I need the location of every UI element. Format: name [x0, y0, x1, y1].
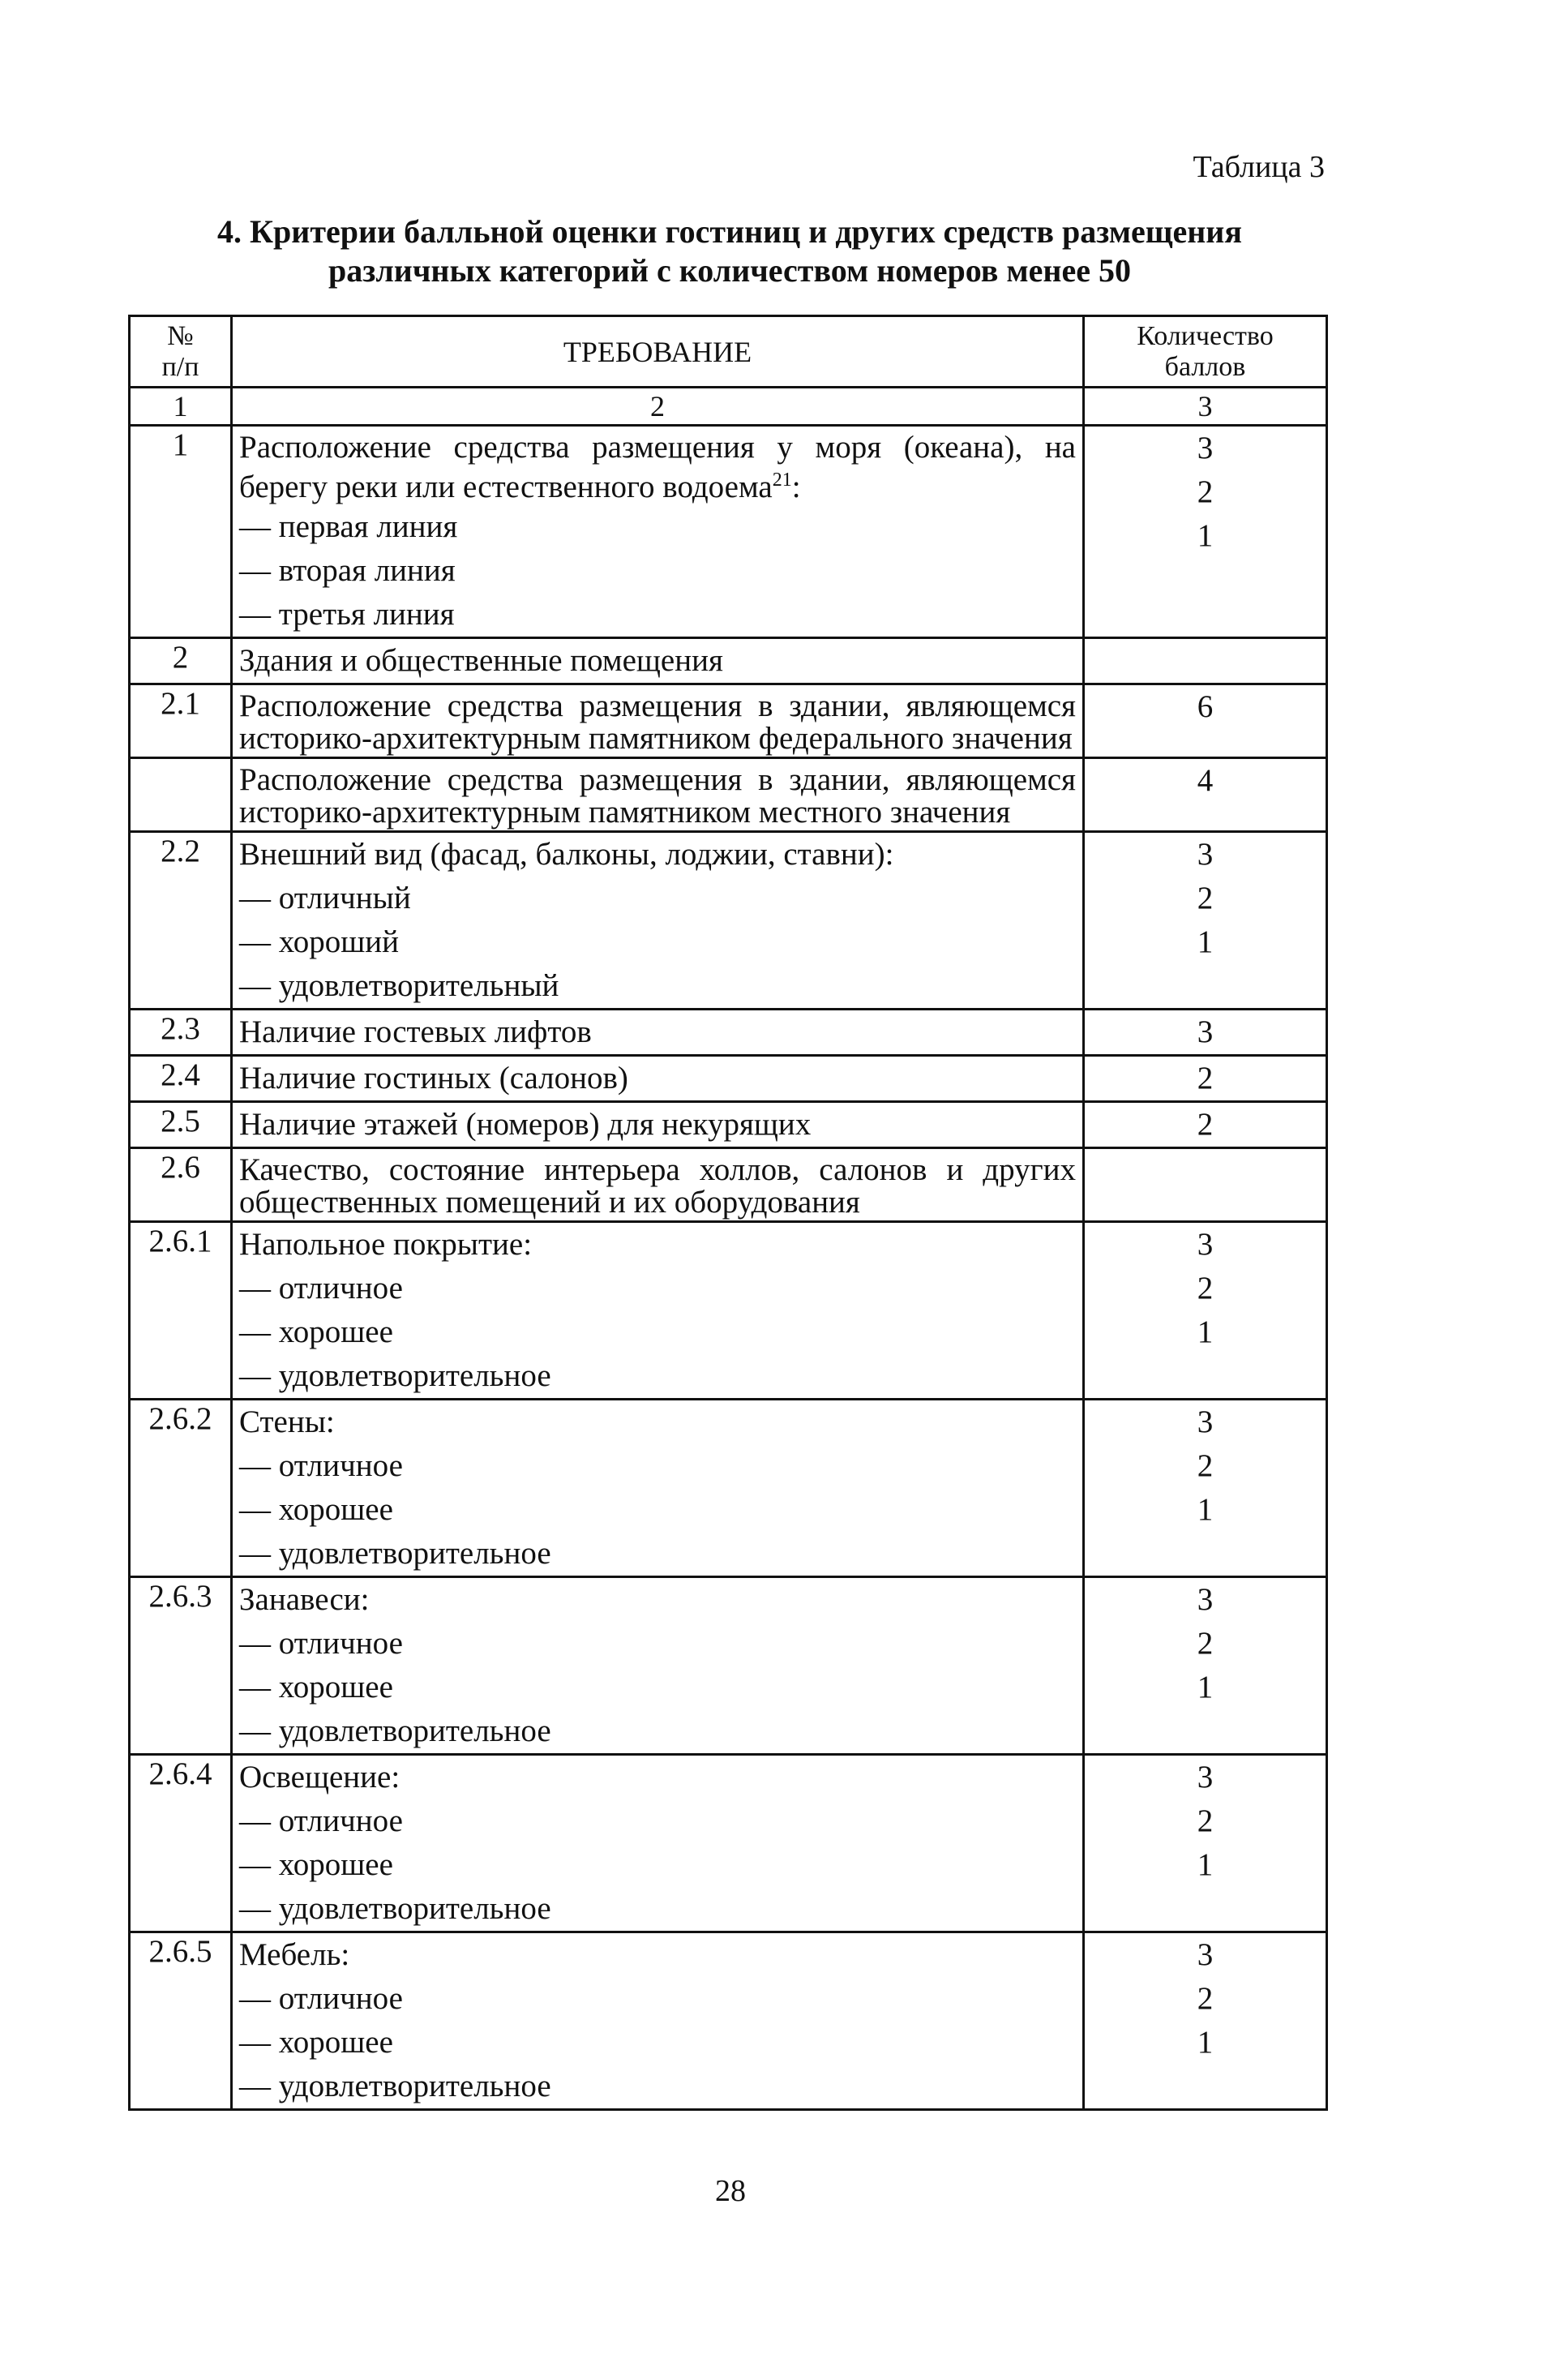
score-value: 1: [1197, 1847, 1214, 1882]
option-label: — отличный: [239, 881, 411, 916]
option-label: — отличное: [239, 1981, 403, 2016]
score-value: 3: [1197, 1937, 1214, 1972]
table-row: [130, 1056, 1327, 1102]
table-row: [130, 1932, 1327, 2110]
option-label: — хорошее: [239, 1314, 393, 1349]
score-value: 3: [1197, 1014, 1214, 1049]
document-title: [130, 212, 1330, 290]
option-label: — хорошее: [239, 1670, 393, 1705]
score-value: 6: [1197, 689, 1214, 724]
option-label: — удовлетворительное: [239, 2069, 551, 2103]
score-value: 3: [1197, 1760, 1214, 1795]
table-row: [130, 638, 1327, 684]
row-number: 2.6: [130, 1148, 232, 1222]
requirement-cell: [232, 1400, 1084, 1577]
requirement-cell: [232, 1577, 1084, 1755]
row-number: 2.2: [130, 832, 232, 1010]
row-number: 2.6.4: [130, 1755, 232, 1932]
score-value: 2: [1197, 474, 1214, 509]
requirement-text: Расположение средства размещения в здании, являющемся историко-архитектурным памятником местного значения: [239, 762, 1076, 830]
score-value: 3: [1197, 1582, 1214, 1617]
score-cell: [1084, 1932, 1327, 2110]
table-row: [130, 1010, 1327, 1056]
row-number: 2.5: [130, 1102, 232, 1148]
table-row: [130, 1400, 1327, 1577]
requirement-cell: [232, 758, 1084, 832]
row-number: 2.6.5: [130, 1932, 232, 2110]
requirement-cell: [232, 1932, 1084, 2110]
requirement-title: Освещение:: [239, 1760, 400, 1795]
option-label: — хорошее: [239, 2025, 393, 2060]
table-row: [130, 1148, 1327, 1222]
column-number: 3: [1084, 388, 1327, 426]
row-number: 2.3: [130, 1010, 232, 1056]
option-label: — отличное: [239, 1803, 403, 1838]
requirement-title: Мебель:: [239, 1937, 350, 1972]
score-value: 1: [1197, 1492, 1214, 1527]
row-number: 1: [130, 426, 232, 638]
score-value: 1: [1197, 1670, 1214, 1705]
option-label: — удовлетворительное: [239, 1713, 551, 1748]
requirement-title: Занавеси:: [239, 1582, 370, 1617]
option-label: — хорошее: [239, 1492, 393, 1527]
score-value: 2: [1197, 1107, 1214, 1142]
option-label: — удовлетворительное: [239, 1891, 551, 1926]
table-row: [130, 758, 1327, 832]
row-number: 2: [130, 638, 232, 684]
header-requirement: ТРЕБОВАНИЕ: [232, 316, 1084, 388]
requirement-title: Стены:: [239, 1404, 335, 1439]
score-value: 1: [1197, 2025, 1214, 2060]
score-cell: [1084, 758, 1327, 832]
option-label: — хороший: [239, 924, 400, 959]
option-label: — удовлетворительное: [239, 1358, 551, 1393]
requirement-cell: [232, 684, 1084, 758]
table-row: [130, 832, 1327, 1010]
score-value: 1: [1197, 924, 1214, 959]
header-number: № п/п: [130, 316, 232, 388]
requirement-title: Напольное покрытие:: [239, 1227, 533, 1262]
score-value: 1: [1197, 1314, 1214, 1349]
page-number: 28: [715, 2174, 746, 2208]
score-cell: [1084, 426, 1327, 638]
requirement-cell: [232, 638, 1084, 684]
row-number: 2.6.1: [130, 1222, 232, 1400]
option-label: — отличное: [239, 1271, 403, 1306]
table-label: Таблица 3: [1193, 150, 1325, 184]
requirement-cell: [232, 1222, 1084, 1400]
title-line-2: различных категорий с количеством номеров менее 50: [328, 252, 1131, 289]
requirement-title: Наличие этажей (номеров) для некурящих: [239, 1107, 812, 1142]
header-score: Количество баллов: [1084, 316, 1327, 388]
score-cell: [1084, 1577, 1327, 1755]
score-cell: [1084, 684, 1327, 758]
requirement-cell: [232, 1755, 1084, 1932]
row-number: 2.6.3: [130, 1577, 232, 1755]
requirement-title: Расположение средства размещения у моря (океана), на берегу реки или естественного водоема$^{21}$:: [239, 430, 1076, 504]
score-value: 1: [1197, 518, 1214, 553]
option-label: — третья линия: [239, 597, 455, 632]
score-value: 2: [1197, 1448, 1214, 1483]
score-cell: [1084, 1400, 1327, 1577]
column-number: 1: [130, 388, 232, 426]
option-label: — удовлетворительное: [239, 1536, 551, 1571]
score-value: 2: [1197, 1981, 1214, 2016]
option-label: — отличное: [239, 1448, 403, 1483]
table-row: [130, 1102, 1327, 1148]
score-value: 2: [1197, 1803, 1214, 1838]
score-value: 2: [1197, 881, 1214, 916]
requirement-title: Здания и общественные помещения: [239, 643, 723, 678]
score-cell: [1084, 832, 1327, 1010]
requirement-text: Расположение средства размещения в здании, являющемся историко-архитектурным памятником федерального значения: [239, 688, 1076, 756]
score-cell: [1084, 1755, 1327, 1932]
requirement-cell: [232, 1056, 1084, 1102]
option-label: — первая линия: [239, 509, 458, 544]
requirement-cell: [232, 1148, 1084, 1222]
requirement-cell: [232, 426, 1084, 638]
option-label: — удовлетворительный: [239, 968, 559, 1003]
footnote-ref: 21: [772, 470, 792, 491]
column-number-row: [130, 388, 1327, 426]
option-label: — отличное: [239, 1626, 403, 1661]
score-cell: [1084, 1056, 1327, 1102]
score-cell: [1084, 1148, 1327, 1222]
option-label: — вторая линия: [239, 553, 456, 588]
score-value: 3: [1197, 1227, 1214, 1262]
score-value: 2: [1197, 1271, 1214, 1306]
score-value: 2: [1197, 1626, 1214, 1661]
table-row: [130, 426, 1327, 638]
score-cell: [1084, 638, 1327, 684]
table-row: [130, 1577, 1327, 1755]
table-row: [130, 684, 1327, 758]
score-value: 3: [1197, 837, 1214, 872]
score-value: 4: [1197, 763, 1214, 798]
score-cell: [1084, 1102, 1327, 1148]
score-value: 3: [1197, 431, 1214, 465]
requirement-cell: [232, 832, 1084, 1010]
score-value: 3: [1197, 1404, 1214, 1439]
row-number: 2.6.2: [130, 1400, 232, 1577]
row-number: [130, 758, 232, 832]
table-row: [130, 1755, 1327, 1932]
requirement-text: Качество, состояние интерьера холлов, салонов и других общественных помещений и их оборудования: [239, 1152, 1076, 1220]
score-cell: [1084, 1222, 1327, 1400]
header-row: [130, 316, 1327, 388]
score-cell: [1084, 1010, 1327, 1056]
table-row: [130, 1222, 1327, 1400]
column-number: 2: [232, 388, 1084, 426]
option-label: — хорошее: [239, 1847, 393, 1882]
criteria-table: [128, 315, 1328, 2111]
score-value: 2: [1197, 1061, 1214, 1096]
requirement-title: Наличие гостевых лифтов: [239, 1014, 592, 1049]
row-number: 2.1: [130, 684, 232, 758]
requirement-cell: [232, 1010, 1084, 1056]
requirement-title: Наличие гостиных (салонов): [239, 1061, 628, 1096]
requirement-title: Внешний вид (фасад, балконы, лоджии, ставни):: [239, 837, 894, 872]
title-line-1: 4. Критерии балльной оценки гостиниц и других средств размещения: [217, 213, 1242, 250]
requirement-cell: [232, 1102, 1084, 1148]
row-number: 2.4: [130, 1056, 232, 1102]
